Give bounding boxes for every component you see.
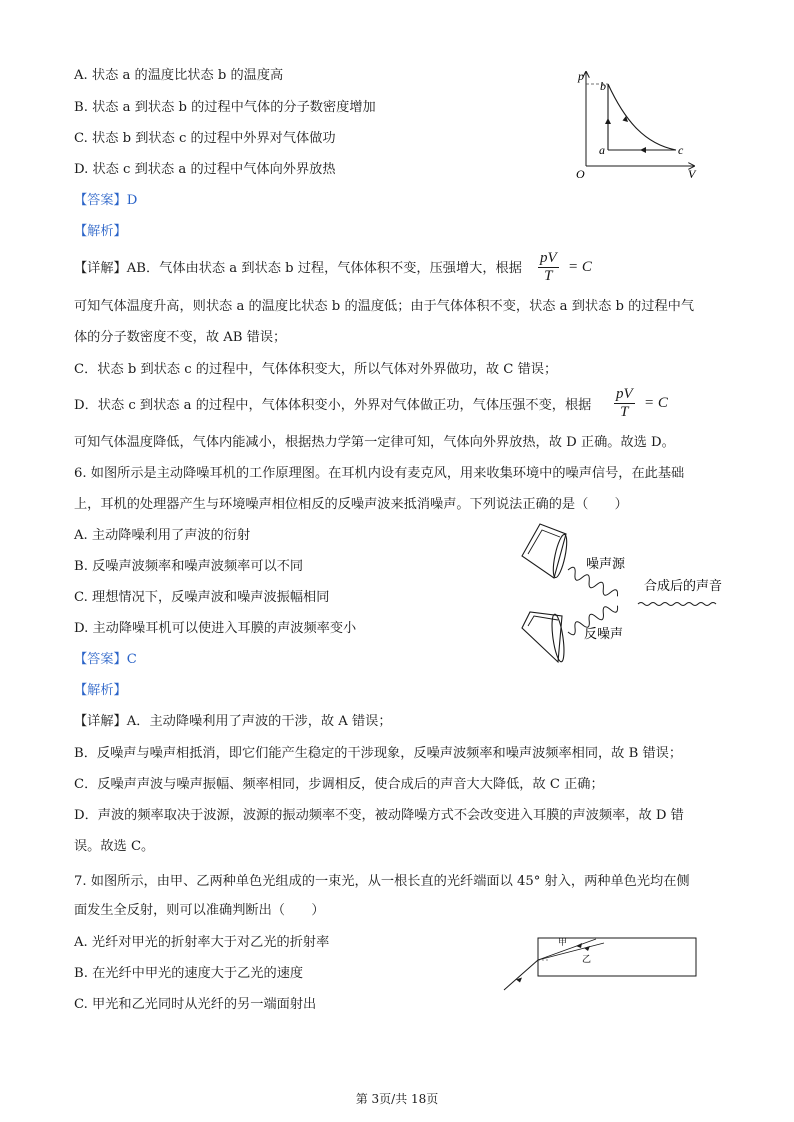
- noise-source-speaker-icon: [522, 524, 569, 579]
- pv-graph: [570, 66, 700, 182]
- q6-detail-line-3: C．反噪声声波与噪声振幅、频率相同，步调相反，使合成后的声音大大降低，故 C 正确；: [74, 777, 604, 792]
- anti-noise-label: 反噪声: [584, 627, 624, 642]
- q6-stem-line-1: 6. 如图所示是主动降噪耳机的工作原理图。在耳机内设有麦克风，用来收集环境中的噪声信号，在此基础: [74, 466, 685, 481]
- q6-option-a: A. 主动降噪利用了声波的衍射: [74, 528, 251, 543]
- formula-denominator: T: [544, 268, 553, 284]
- incident-ray: [504, 960, 538, 990]
- q5-formula-fraction-2: [614, 386, 635, 421]
- q6-option-b: B. 反噪声波频率和噪声波频率可以不同: [74, 559, 304, 574]
- noise-cancel-figure: [516, 520, 740, 672]
- q6-option-c: C. 理想情况下，反噪声波和噪声波振幅相同: [74, 590, 330, 605]
- arrow-icon: [584, 946, 590, 951]
- p-axis-label: p: [578, 69, 584, 83]
- formula-denominator: T: [620, 404, 629, 420]
- q6-detail-line-2: B．反噪声与噪声相抵消，即它们能产生稳定的干涉现象，反噪声波频率和噪声波频率相同，故 B 错误；: [74, 746, 683, 761]
- q6-stem-line-2: 上，耳机的处理器产生与环境噪声相位相反的反噪声波来抵消噪声。下列说法正确的是（ ）: [74, 497, 628, 512]
- q5-option-a: A. 状态 a 的温度比状态 b 的温度高: [74, 68, 284, 83]
- q5-formula-rhs-2: = C: [644, 395, 668, 411]
- q6-analysis-label: 【解析】: [74, 683, 127, 698]
- q5-option-d: D. 状态 c 到状态 a 的过程中气体向外界放热: [74, 162, 336, 177]
- q5-detail-line-1: 【详解】AB．气体由状态 a 到状态 b 过程，气体体积不变，压强增大，根据: [74, 261, 522, 276]
- arrow-up-icon: [605, 118, 611, 124]
- q5-option-b: B. 状态 a 到状态 b 的过程中气体的分子数密度增加: [74, 100, 376, 115]
- point-b-label: b: [600, 79, 606, 93]
- point-a-label: a: [599, 143, 605, 157]
- q5-detail-line-6: 可知气体温度降低，气体内能减小，根据热力学第一定律可知，气体向外界放热，故 D 正确。故选 D。: [74, 435, 675, 450]
- q7-option-a: A. 光纤对甲光的折射率大于对乙光的折射率: [74, 935, 330, 950]
- label-jia: 甲: [558, 938, 568, 948]
- noise-source-label: 噪声源: [586, 557, 626, 572]
- formula-numerator: pV: [616, 386, 633, 402]
- q7-stem-line-2: 面发生全反射，则可以准确判断出（ ）: [74, 903, 325, 918]
- q5-detail-line-2: 可知气体温度升高，则状态 a 的温度比状态 b 的温度低；由于气体体积不变，状态 a 到状态 b 的过程中气: [74, 299, 695, 314]
- label-yi: 乙: [582, 955, 592, 965]
- q7-option-c: C. 甲光和乙光同时从光纤的另一端面射出: [74, 997, 317, 1012]
- q5-detail-line-4: C．状态 b 到状态 c 的过程中，气体体积变大，所以气体对外界做功，故 C 错误；: [74, 362, 558, 377]
- q6-detail-line-4: D．声波的频率取决于波源，波源的振动频率不变，被动降噪方式不会改变进入耳膜的声波频率，故 D 错: [74, 808, 684, 823]
- q5-answer: 【答案】D: [74, 193, 138, 208]
- q6-answer: 【答案】C: [74, 652, 137, 667]
- arrow-left-icon: [640, 147, 646, 153]
- ray-yi: [538, 943, 604, 960]
- combined-wave: [638, 603, 716, 606]
- origin-label: O: [576, 167, 585, 181]
- q7-option-b: B. 在光纤中甲光的速度大于乙光的速度: [74, 966, 304, 981]
- q7-stem-line-1: 7. 如图所示，由甲、乙两种单色光组成的一束光，从一根长直的光纤端面以 45° 射入，两种单色光均在侧: [74, 874, 690, 889]
- point-c-label: c: [678, 143, 684, 157]
- q5-detail-line-3: 体的分子数密度不变，故 AB 错误；: [74, 330, 287, 345]
- v-axis-label: V: [688, 167, 696, 181]
- optical-fiber-figure: [496, 930, 706, 996]
- page-footer: 第 3页/共 18页: [355, 1092, 439, 1106]
- q6-option-d: D. 主动降噪耳机可以使进入耳膜的声波频率变小: [74, 621, 357, 636]
- q5-analysis-label: 【解析】: [74, 224, 127, 239]
- q5-formula-fraction-1: [538, 250, 559, 285]
- q5-option-c: C. 状态 b 到状态 c 的过程中外界对气体做功: [74, 131, 336, 146]
- q5-formula-rhs-1: = C: [568, 259, 592, 275]
- combined-sound-label: 合成后的声音: [644, 579, 723, 594]
- formula-numerator: pV: [540, 250, 557, 266]
- q5-detail-line-5: D．状态 c 到状态 a 的过程中，气体体积变小，外界对气体做正功，气体压强不变，根据: [74, 398, 592, 413]
- anti-noise-speaker-icon: [522, 612, 566, 662]
- q6-detail-line-1: 【详解】A．主动降噪利用了声波的干涉，故 A 错误；: [74, 714, 392, 729]
- process-b-to-c: [608, 84, 676, 150]
- q6-detail-line-5: 误。故选 C。: [74, 839, 155, 854]
